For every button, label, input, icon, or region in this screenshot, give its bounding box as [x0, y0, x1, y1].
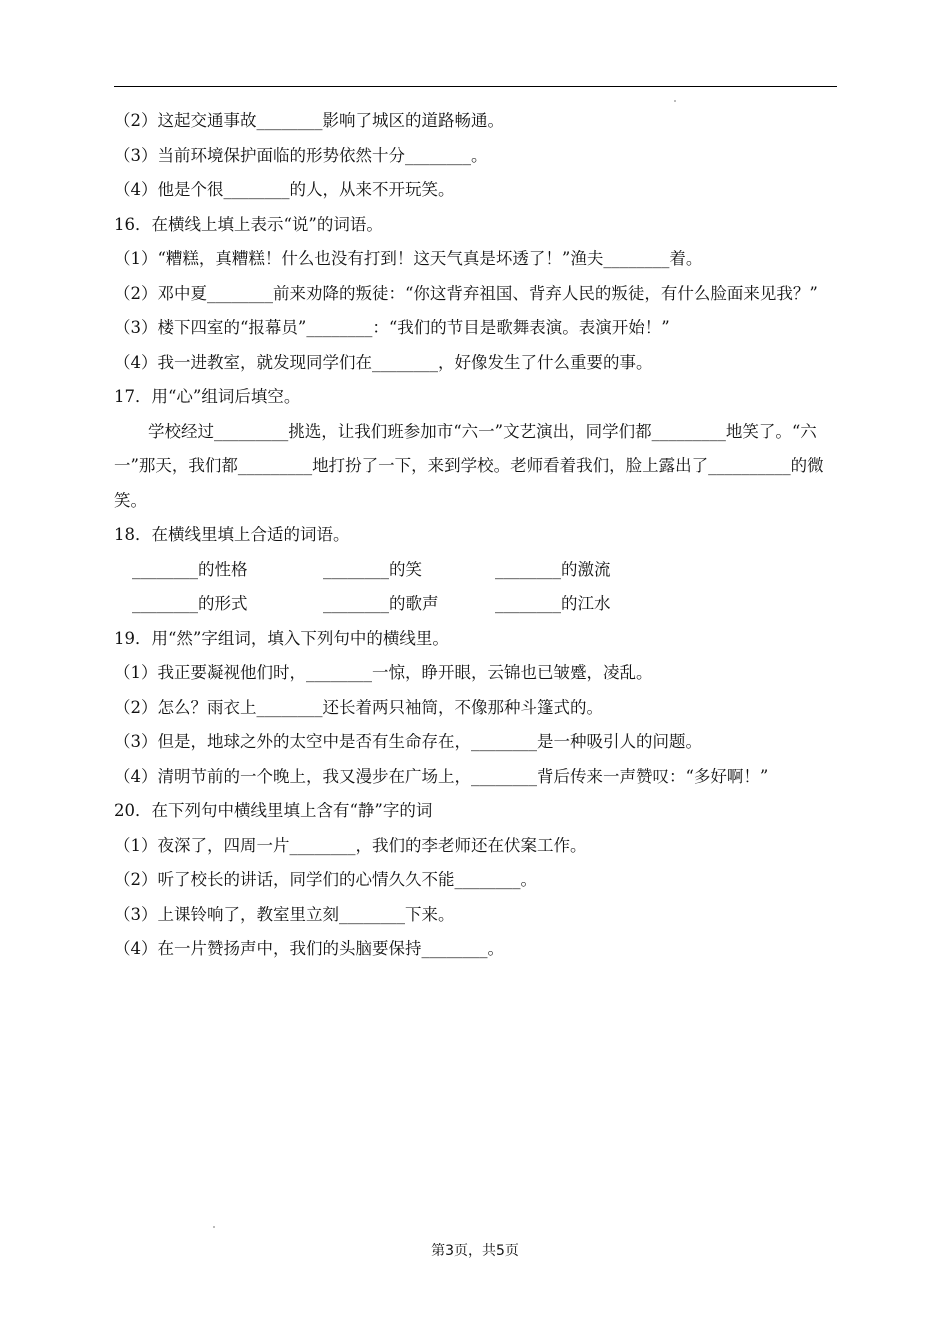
text-line: （2）怎么？雨衣上________还长着两只袖筒，不像那种斗篷式的。 [114, 697, 603, 717]
text-line: （3）上课铃响了，教室里立刻________下来。 [114, 904, 455, 924]
text-line: （1）“糟糕，真糟糕！什么也没有打到！这天气真是坏透了！”渔夫________着。 [114, 249, 703, 268]
question-16-title: 16．在横线上填上表示“说”的词语。 [114, 214, 383, 234]
text-line: （2）听了校长的讲话，同学们的心情久久不能________。 [114, 870, 537, 889]
text-line: （2）邓中夏________前来劝降的叛徒：“你这背弃祖国、背弃人民的叛徒，有什么脸面来见我？” [114, 283, 818, 303]
word-row [114, 587, 837, 622]
text-line: （4）他是个很________的人，从来不开玩笑。 [114, 180, 455, 199]
question-18-title: 18．在横线里填上合适的词语。 [114, 525, 350, 544]
word-row [114, 553, 837, 588]
text-line: （1）我正要凝视他们时，________一惊，睁开眼，云锦也已皱蹙，凌乱。 [114, 663, 653, 682]
text-line: （3）当前环境保护面临的形势依然十分________。 [114, 145, 488, 165]
header-rule [114, 86, 837, 87]
word-blank: ________的性格 [132, 559, 248, 579]
text-line: （1）夜深了，四周一片________，我们的李老师还在伏案工作。 [114, 835, 587, 855]
question-17-title: 17．用“心”组词后填空。 [114, 387, 301, 406]
text-line: （4）在一片赞扬声中，我们的头脑要保持________。 [114, 939, 504, 958]
question-20-title: 20．在下列句中横线里填上含有“静”字的词 [114, 801, 433, 820]
word-blank: ________的歌声 [323, 594, 439, 613]
page-number: 第3页，共5页 [431, 1243, 519, 1259]
scan-speck [674, 100, 676, 102]
text-line: （4）我一进教室，就发现同学们在________，好像发生了什么重要的事。 [114, 352, 653, 372]
text-line: （3）楼下四室的“报幕员”________：“我们的节目是歌舞表演。表演开始！” [114, 318, 670, 337]
paragraph: 学校经过_________挑选，让我们班参加市“六一”文艺演出，同学们都_________地笑了。“六一”那天，我们都_________地打扮了一下，来到学校。老师看着我们，脸上露出了__________的微笑。 [114, 421, 824, 510]
text-line: （4）清明节前的一个晚上，我又漫步在广场上，________背后传来一声赞叹：“多好啊！” [114, 766, 769, 786]
question-19-title: 19．用“然”字组词，填入下列句中的横线里。 [114, 628, 449, 648]
word-blank: ________的激流 [495, 559, 611, 579]
text-line: （3）但是，地球之外的太空中是否有生命存在，________是一种吸引人的问题。 [114, 732, 702, 751]
text-line: （2）这起交通事故________影响了城区的道路畅通。 [114, 111, 504, 130]
word-blank: ________的江水 [495, 594, 611, 613]
scan-speck [213, 1226, 215, 1228]
word-blank: ________的笑 [323, 559, 422, 579]
document-body [114, 104, 837, 967]
word-blank: ________的形式 [132, 594, 248, 613]
